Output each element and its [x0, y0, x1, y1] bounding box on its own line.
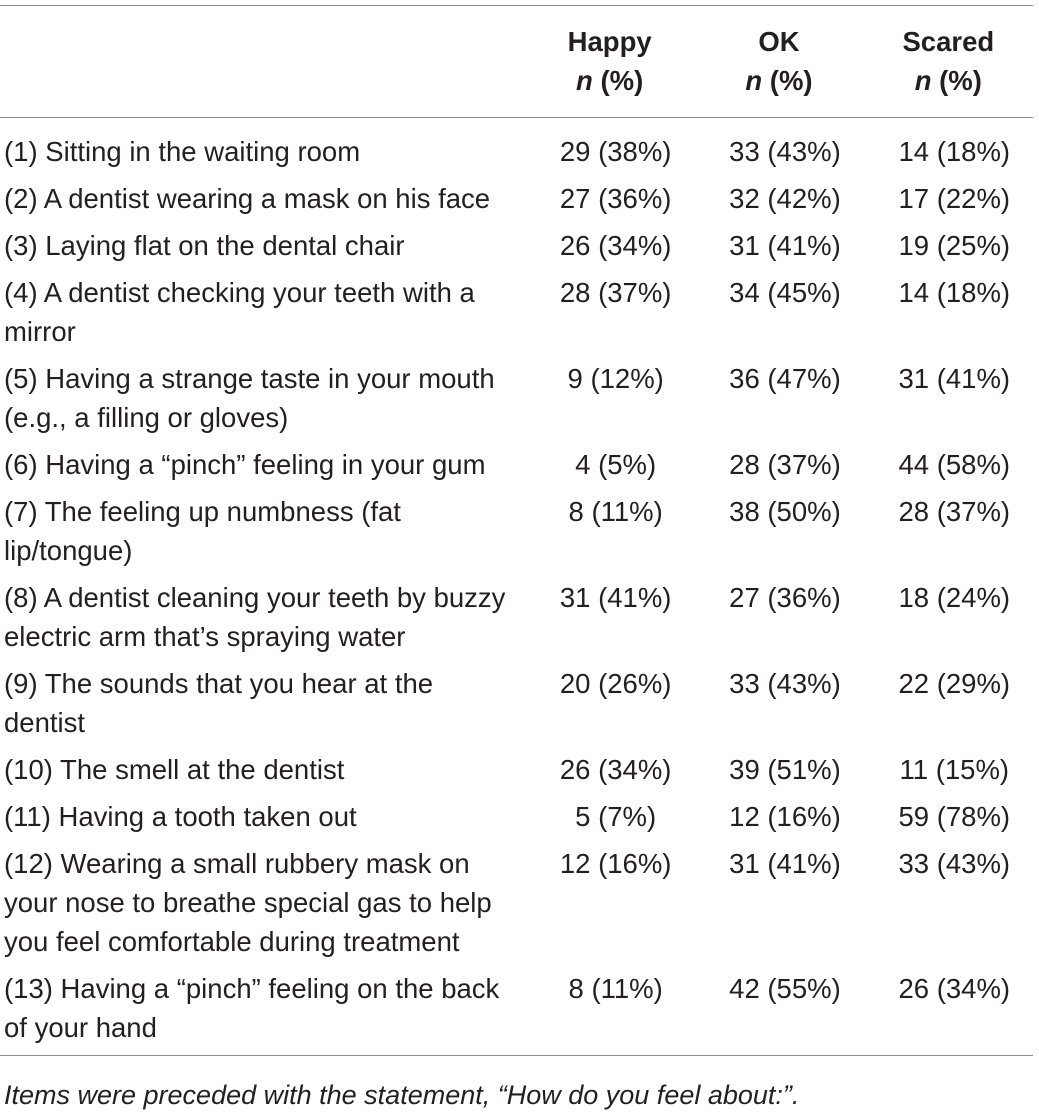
table-row	[0, 359, 1033, 445]
table-row	[0, 273, 1033, 359]
row-scared: 22 (29%)	[898, 668, 1011, 699]
row-item: (13) Having a “pinch” feeling on the back of your hand	[4, 973, 500, 1043]
row-happy: 20 (26%)	[559, 668, 672, 699]
row-ok: 27 (36%)	[729, 582, 841, 613]
row-item: (10) The smell at the dentist	[4, 754, 345, 785]
row-happy: 8 (11%)	[568, 496, 663, 527]
row-happy: 26 (34%)	[559, 230, 672, 261]
table-row	[0, 969, 1033, 1056]
row-ok: 38 (50%)	[729, 496, 841, 527]
row-scared: 19 (25%)	[898, 230, 1011, 261]
header-scared-n: n	[914, 65, 932, 96]
header-scared-sub	[864, 61, 1033, 100]
header-ok-pct: (%)	[762, 65, 813, 96]
row-ok: 33 (43%)	[729, 136, 841, 167]
row-scared: 28 (37%)	[898, 496, 1011, 527]
row-happy: 26 (34%)	[559, 754, 672, 785]
row-ok: 31 (41%)	[729, 230, 841, 261]
row-ok: 33 (43%)	[729, 668, 841, 699]
row-ok: 31 (41%)	[729, 848, 841, 879]
header-happy-pct: (%)	[592, 65, 644, 96]
row-happy: 8 (11%)	[568, 973, 663, 1004]
row-item: (7) The feeling up numbness (fat lip/tongue)	[4, 496, 401, 566]
table-row	[0, 226, 1033, 273]
row-item: (4) A dentist checking your teeth with a mirror	[4, 277, 475, 347]
table-row	[0, 179, 1033, 226]
row-happy: 28 (37%)	[559, 277, 672, 308]
row-ok: 42 (55%)	[729, 973, 841, 1004]
row-ok: 39 (51%)	[729, 754, 841, 785]
row-happy: 29 (38%)	[559, 136, 672, 167]
row-scared: 44 (58%)	[898, 449, 1011, 480]
row-scared: 59 (78%)	[898, 801, 1011, 832]
header-ok-label: OK	[758, 26, 800, 57]
row-item: (6) Having a “pinch” feeling in your gum	[4, 449, 486, 480]
row-scared: 31 (41%)	[898, 363, 1011, 394]
table-row	[0, 492, 1033, 578]
header-ok-n: n	[745, 65, 763, 96]
table-header	[0, 6, 1033, 118]
row-happy: 4 (5%)	[575, 449, 657, 480]
table-row	[0, 664, 1033, 750]
row-scared: 26 (34%)	[898, 973, 1011, 1004]
header-scared	[864, 6, 1033, 118]
table-footnote: Items were preceded with the statement, “How do you feel about:”.	[4, 1080, 800, 1110]
row-scared: 14 (18%)	[898, 277, 1011, 308]
row-ok: 28 (37%)	[729, 449, 841, 480]
row-item: (11) Having a tooth taken out	[4, 801, 357, 832]
table-row	[0, 118, 1033, 180]
row-happy: 5 (7%)	[575, 801, 657, 832]
header-ok-sub	[694, 61, 863, 100]
table-row	[0, 797, 1033, 844]
row-ok: 32 (42%)	[729, 183, 841, 214]
row-item: (5) Having a strange taste in your mouth (e.g., a filling or gloves)	[4, 363, 495, 433]
row-happy: 31 (41%)	[559, 582, 672, 613]
header-item-column	[0, 6, 525, 118]
header-row	[0, 6, 1033, 118]
table-row	[0, 844, 1033, 969]
table-row	[0, 445, 1033, 492]
row-scared: 17 (22%)	[898, 183, 1011, 214]
row-happy: 12 (16%)	[559, 848, 672, 879]
table-row	[0, 578, 1033, 664]
table-row	[0, 750, 1033, 797]
row-item: (3) Laying flat on the dental chair	[4, 230, 405, 261]
header-ok	[694, 6, 863, 118]
header-happy-n: n	[576, 65, 593, 96]
survey-results-table	[0, 5, 1033, 1056]
row-ok: 36 (47%)	[729, 363, 841, 394]
row-scared: 18 (24%)	[898, 582, 1011, 613]
row-ok: 12 (16%)	[729, 801, 841, 832]
row-happy: 9 (12%)	[567, 363, 664, 394]
row-happy: 27 (36%)	[559, 183, 672, 214]
row-item: (12) Wearing a small rubbery mask on your nose to breathe special gas to help you feel comfortable during treatment	[4, 848, 492, 957]
header-happy-sub	[525, 61, 694, 100]
row-ok: 34 (45%)	[729, 277, 841, 308]
header-happy-label: Happy	[567, 26, 652, 57]
table-body	[0, 118, 1033, 1056]
row-scared: 14 (18%)	[898, 136, 1011, 167]
row-scared: 11 (15%)	[899, 754, 1010, 785]
row-item: (2) A dentist wearing a mask on his face	[4, 183, 491, 214]
header-scared-label: Scared	[902, 26, 995, 57]
row-item: (9) The sounds that you hear at the dentist	[4, 668, 434, 738]
row-item: (1) Sitting in the waiting room	[4, 136, 361, 167]
header-happy	[525, 6, 694, 118]
row-scared: 33 (43%)	[898, 848, 1011, 879]
header-scared-pct: (%)	[931, 65, 982, 96]
row-item: (8) A dentist cleaning your teeth by buzzy electric arm that’s spraying water	[4, 582, 506, 652]
